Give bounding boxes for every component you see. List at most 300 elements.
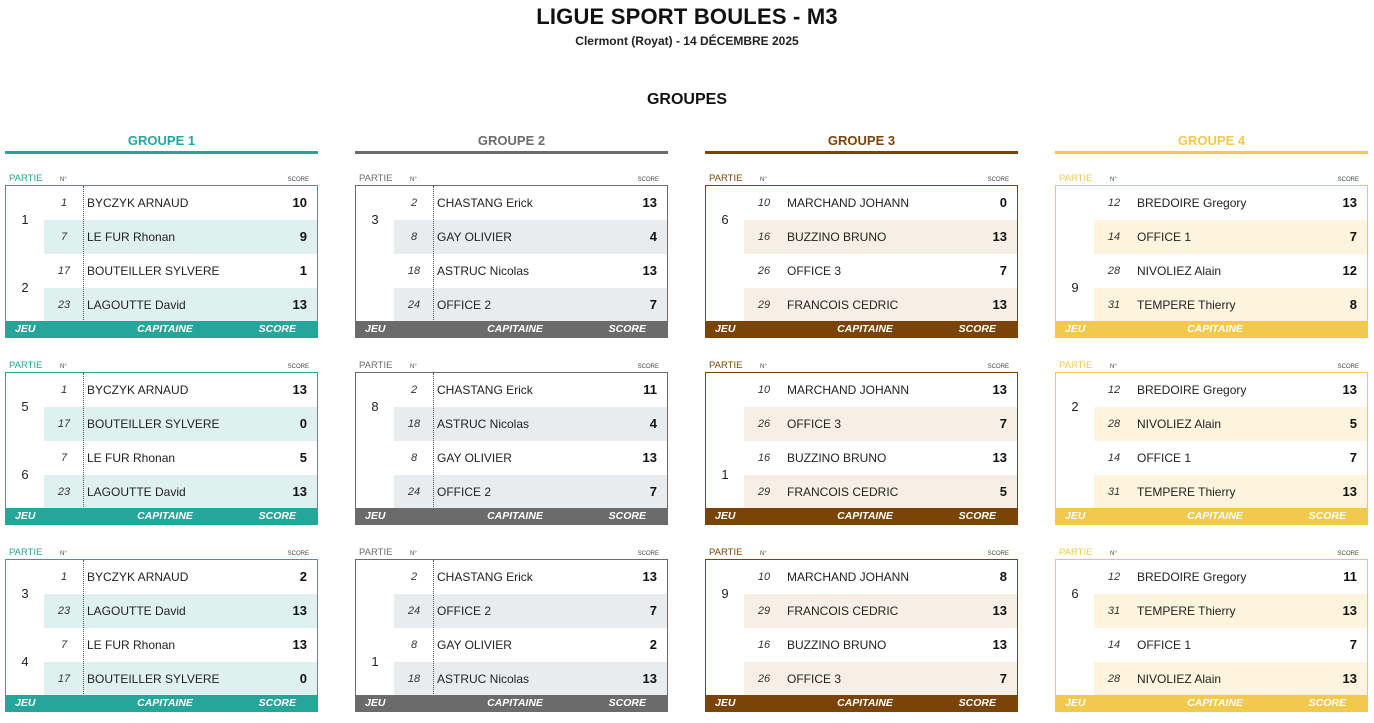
match-box (705, 185, 1018, 322)
table-row (394, 475, 667, 509)
score-value: 2 (299, 569, 307, 584)
page-title: LIGUE SPORT BOULES - M3 (536, 4, 838, 29)
table-row (394, 220, 667, 254)
score-label: SCORE (287, 364, 309, 370)
match-table (1055, 360, 1368, 526)
player-number: 26 (757, 673, 771, 685)
match-table (355, 173, 668, 339)
captain-name: LE FUR Rhonan (87, 451, 176, 465)
score-value: 8 (999, 569, 1007, 584)
captain-name: GAY OLIVIER (437, 451, 512, 465)
table-row (744, 441, 1017, 475)
match-box (1055, 372, 1368, 509)
player-number: 24 (407, 605, 421, 617)
score-value: 13 (292, 637, 307, 652)
score-value: 7 (1349, 637, 1357, 652)
captain-name: GAY OLIVIER (437, 638, 512, 652)
captain-name: BUZZINO BRUNO (787, 638, 887, 652)
score-value: 12 (1342, 263, 1357, 278)
partie-label: PARTIE (359, 547, 393, 558)
group-title: GROUPE 1 (127, 133, 196, 148)
player-number: 23 (57, 486, 71, 498)
column-divider (433, 560, 434, 696)
player-number: 14 (1107, 231, 1121, 243)
table-footer (5, 321, 318, 338)
captain-name: LAGOUTTE David (87, 298, 186, 312)
footer-jeu: JEU (15, 697, 36, 709)
partie-label: PARTIE (9, 547, 43, 558)
score-value: 13 (642, 195, 657, 210)
captain-name: BREDOIRE Gregory (1137, 570, 1247, 584)
table-footer (705, 695, 1018, 712)
partie-label: PARTIE (709, 547, 743, 558)
footer-jeu: JEU (1065, 510, 1086, 522)
player-number: 24 (407, 486, 421, 498)
footer-jeu: JEU (1065, 697, 1086, 709)
table-footer (5, 508, 318, 525)
table-row (394, 560, 667, 594)
score-value: 4 (649, 229, 657, 244)
number-label: N° (60, 364, 67, 370)
captain-name: LAGOUTTE David (87, 604, 186, 618)
footer-jeu: JEU (15, 510, 36, 522)
table-row (744, 560, 1017, 594)
footer-jeu: JEU (715, 697, 736, 709)
group-4 (1055, 133, 1368, 709)
score-label: SCORE (987, 364, 1009, 370)
column-divider (83, 373, 84, 509)
partie-number: 5 (21, 399, 29, 414)
footer-score: SCORE (958, 510, 996, 522)
score-value: 13 (642, 569, 657, 584)
score-value: 13 (292, 297, 307, 312)
partie-label: PARTIE (1059, 547, 1093, 558)
partie-number: 2 (1071, 399, 1079, 414)
score-label: SCORE (287, 177, 309, 183)
match-box (5, 185, 318, 322)
footer-capitaine: CAPITAINE (837, 697, 893, 709)
partie-number: 6 (21, 467, 29, 482)
table-row (1094, 373, 1367, 407)
captain-name: BUZZINO BRUNO (787, 230, 887, 244)
player-number: 26 (757, 265, 771, 277)
captain-name: ASTRUC Nicolas (437, 417, 530, 431)
score-value: 13 (1342, 603, 1357, 618)
partie-number: 1 (21, 212, 29, 227)
captain-name: OFFICE 3 (787, 264, 842, 278)
captain-name: OFFICE 3 (787, 417, 842, 431)
player-number: 28 (1107, 673, 1121, 685)
partie-number: 3 (21, 586, 29, 601)
score-value: 13 (992, 603, 1007, 618)
table-row (44, 288, 317, 322)
table-row (44, 628, 317, 662)
partie-number: 1 (371, 654, 379, 669)
table-row (744, 288, 1017, 322)
score-value: 7 (649, 603, 657, 618)
captain-name: MARCHAND JOHANN (787, 196, 910, 210)
table-row (394, 373, 667, 407)
captain-name: CHASTANG Erick (437, 383, 533, 397)
number-label: N° (410, 551, 417, 557)
footer-capitaine: CAPITAINE (487, 697, 543, 709)
partie-number: 8 (371, 399, 379, 414)
score-label: SCORE (987, 177, 1009, 183)
score-value: 11 (643, 382, 657, 397)
table-row (1094, 441, 1367, 475)
partie-number: 3 (371, 212, 379, 227)
player-number: 17 (57, 418, 71, 430)
footer-jeu: JEU (15, 323, 36, 335)
table-row (394, 628, 667, 662)
captain-name: GAY OLIVIER (437, 230, 512, 244)
score-value: 5 (1349, 416, 1357, 431)
footer-jeu: JEU (1065, 323, 1086, 335)
partie-number: 4 (21, 654, 29, 669)
captain-name: FRANCOIS CEDRIC (787, 298, 899, 312)
player-number: 31 (1107, 486, 1121, 498)
table-row (394, 254, 667, 288)
score-value: 0 (999, 195, 1007, 210)
score-value: 13 (992, 297, 1007, 312)
score-value: 13 (292, 603, 307, 618)
player-number: 14 (1107, 639, 1121, 651)
table-row (1094, 662, 1367, 696)
player-number: 31 (1107, 299, 1121, 311)
player-number: 7 (60, 639, 68, 651)
table-row (1094, 560, 1367, 594)
captain-name: OFFICE 1 (1137, 638, 1192, 652)
score-value: 10 (292, 195, 307, 210)
footer-capitaine: CAPITAINE (837, 323, 893, 335)
match-box (705, 559, 1018, 696)
number-label: N° (410, 364, 417, 370)
footer-score: SCORE (258, 697, 296, 709)
match-table (5, 360, 318, 526)
score-label: SCORE (637, 177, 659, 183)
player-number: 1 (60, 197, 68, 209)
partie-number: 2 (21, 280, 29, 295)
section-title: GROUPES (646, 91, 727, 108)
score-value: 7 (999, 263, 1007, 278)
footer-capitaine: CAPITAINE (137, 510, 193, 522)
score-value: 5 (299, 450, 307, 465)
table-row (744, 254, 1017, 288)
table-row (44, 254, 317, 288)
match-table (5, 173, 318, 339)
footer-score: SCORE (1308, 510, 1346, 522)
captain-name: LAGOUTTE David (87, 485, 186, 499)
number-label: N° (760, 551, 767, 557)
player-number: 31 (1107, 605, 1121, 617)
partie-label: PARTIE (709, 360, 743, 371)
partie-number: 6 (1071, 586, 1079, 601)
player-number: 23 (57, 605, 71, 617)
footer-capitaine: CAPITAINE (487, 323, 543, 335)
partie-label: PARTIE (9, 360, 43, 371)
match-box (355, 372, 668, 509)
captain-name: TEMPERE Thierry (1137, 604, 1236, 618)
score-value: 0 (299, 671, 307, 686)
score-value: 7 (649, 484, 657, 499)
group-title: GROUPE 2 (477, 133, 546, 148)
player-number: 1 (60, 571, 68, 583)
match-box (1055, 185, 1368, 322)
player-number: 18 (407, 673, 421, 685)
number-label: N° (1110, 364, 1117, 370)
table-row (1094, 186, 1367, 220)
match-box (5, 372, 318, 509)
score-label: SCORE (1337, 551, 1359, 557)
player-number: 2 (410, 571, 418, 583)
score-value: 13 (642, 263, 657, 278)
footer-capitaine: CAPITAINE (137, 323, 193, 335)
player-number: 12 (1107, 571, 1121, 583)
captain-name: OFFICE 1 (1137, 451, 1192, 465)
table-footer (1055, 321, 1368, 338)
captain-name: BYCZYK ARNAUD (87, 196, 189, 210)
table-row (394, 407, 667, 441)
partie-number: 6 (721, 212, 729, 227)
number-label: N° (760, 177, 767, 183)
partie-label: PARTIE (1059, 360, 1093, 371)
score-value: 13 (992, 637, 1007, 652)
captain-name: CHASTANG Erick (437, 570, 533, 584)
score-value: 4 (649, 416, 657, 431)
captain-name: LE FUR Rhonan (87, 638, 176, 652)
table-row (744, 594, 1017, 628)
number-label: N° (410, 177, 417, 183)
footer-capitaine: CAPITAINE (1187, 323, 1243, 335)
player-number: 23 (57, 299, 71, 311)
player-number: 24 (407, 299, 421, 311)
partie-number: 9 (1071, 280, 1079, 295)
match-box (705, 372, 1018, 509)
column-divider (433, 373, 434, 509)
player-number: 26 (757, 418, 771, 430)
table-row (1094, 594, 1367, 628)
player-number: 16 (757, 639, 771, 651)
table-footer (705, 508, 1018, 525)
captain-name: CHASTANG Erick (437, 196, 533, 210)
score-value: 13 (1342, 195, 1357, 210)
partie-label: PARTIE (709, 173, 743, 184)
table-row (44, 407, 317, 441)
partie-label: PARTIE (359, 360, 393, 371)
table-row (44, 662, 317, 696)
group-underline (355, 151, 668, 154)
table-row (744, 186, 1017, 220)
column-divider (83, 560, 84, 696)
player-number: 28 (1107, 265, 1121, 277)
table-row (744, 407, 1017, 441)
captain-name: BOUTEILLER SYLVERE (87, 672, 220, 686)
player-number: 1 (60, 384, 68, 396)
partie-label: PARTIE (9, 173, 43, 184)
match-table (5, 547, 318, 713)
player-number: 17 (57, 265, 71, 277)
score-value: 13 (642, 671, 657, 686)
partie-label: PARTIE (359, 173, 393, 184)
table-footer (1055, 508, 1368, 525)
match-table (705, 173, 1018, 339)
match-table (355, 547, 668, 713)
group-title: GROUPE 4 (1177, 133, 1246, 148)
player-number: 18 (407, 418, 421, 430)
table-row (1094, 407, 1367, 441)
group-1 (5, 133, 318, 709)
footer-score: SCORE (958, 323, 996, 335)
match-table (1055, 173, 1368, 339)
captain-name: BUZZINO BRUNO (787, 451, 887, 465)
score-value: 9 (299, 229, 307, 244)
match-table (355, 360, 668, 526)
group-2 (355, 133, 668, 709)
score-value: 7 (649, 297, 657, 312)
footer-score: SCORE (258, 323, 296, 335)
score-label: SCORE (637, 364, 659, 370)
partie-number: 1 (721, 467, 729, 482)
number-label: N° (760, 364, 767, 370)
table-row (744, 373, 1017, 407)
table-row (394, 288, 667, 322)
footer-capitaine: CAPITAINE (837, 510, 893, 522)
match-table (705, 360, 1018, 526)
captain-name: BYCZYK ARNAUD (87, 383, 189, 397)
score-value: 13 (292, 484, 307, 499)
table-row (44, 220, 317, 254)
table-row (44, 441, 317, 475)
group-underline (1055, 151, 1368, 154)
score-value: 13 (1342, 671, 1357, 686)
player-number: 12 (1107, 384, 1121, 396)
footer-score: SCORE (608, 510, 646, 522)
score-value: 7 (999, 671, 1007, 686)
captain-name: NIVOLIEZ Alain (1137, 264, 1222, 278)
number-label: N° (1110, 551, 1117, 557)
match-table (1055, 547, 1368, 713)
footer-capitaine: CAPITAINE (487, 510, 543, 522)
player-number: 29 (757, 299, 771, 311)
captain-name: OFFICE 2 (437, 604, 492, 618)
table-footer (5, 695, 318, 712)
table-row (44, 373, 317, 407)
number-label: N° (60, 551, 67, 557)
captain-name: BYCZYK ARNAUD (87, 570, 189, 584)
column-divider (433, 186, 434, 322)
footer-score: SCORE (608, 697, 646, 709)
match-table (705, 547, 1018, 713)
footer-score: SCORE (1308, 697, 1346, 709)
table-row (744, 662, 1017, 696)
table-row (744, 220, 1017, 254)
number-label: N° (1110, 177, 1117, 183)
partie-label: PARTIE (1059, 173, 1093, 184)
captain-name: ASTRUC Nicolas (437, 672, 530, 686)
player-number: 7 (60, 231, 68, 243)
footer-capitaine: CAPITAINE (1187, 510, 1243, 522)
player-number: 10 (757, 571, 771, 583)
captain-name: BREDOIRE Gregory (1137, 383, 1247, 397)
page-subtitle: Clermont (Royat) - 14 DÉCEMBRE 2025 (575, 34, 799, 48)
table-row (44, 475, 317, 509)
table-footer (355, 321, 668, 338)
footer-jeu: JEU (365, 697, 386, 709)
captain-name: NIVOLIEZ Alain (1137, 417, 1222, 431)
captain-name: LE FUR Rhonan (87, 230, 176, 244)
captain-name: MARCHAND JOHANN (787, 570, 910, 584)
score-value: 7 (1349, 229, 1357, 244)
match-box (355, 185, 668, 322)
captain-name: OFFICE 2 (437, 298, 492, 312)
score-value: 11 (1343, 569, 1357, 584)
number-label: N° (60, 177, 67, 183)
footer-score: SCORE (608, 323, 646, 335)
footer-jeu: JEU (715, 323, 736, 335)
score-value: 13 (1342, 382, 1357, 397)
score-value: 2 (649, 637, 657, 652)
footer-jeu: JEU (715, 510, 736, 522)
player-number: 29 (757, 605, 771, 617)
table-footer (355, 508, 668, 525)
score-value: 13 (992, 450, 1007, 465)
group-title: GROUPE 3 (827, 133, 896, 148)
score-value: 7 (999, 416, 1007, 431)
player-number: 2 (410, 197, 418, 209)
table-row (394, 662, 667, 696)
captain-name: MARCHAND JOHANN (787, 383, 910, 397)
score-value: 7 (1349, 450, 1357, 465)
table-row (1094, 288, 1367, 322)
captain-name: BREDOIRE Gregory (1137, 196, 1247, 210)
footer-score: SCORE (258, 510, 296, 522)
player-number: 8 (410, 452, 418, 464)
score-label: SCORE (987, 551, 1009, 557)
captain-name: BOUTEILLER SYLVERE (87, 264, 220, 278)
score-value: 5 (999, 484, 1007, 499)
score-label: SCORE (1337, 364, 1359, 370)
match-box (355, 559, 668, 696)
table-row (1094, 628, 1367, 662)
player-number: 10 (757, 197, 771, 209)
score-value: 13 (292, 382, 307, 397)
captain-name: OFFICE 2 (437, 485, 492, 499)
footer-capitaine: CAPITAINE (1187, 697, 1243, 709)
table-row (394, 594, 667, 628)
partie-number: 9 (721, 586, 729, 601)
captain-name: BOUTEILLER SYLVERE (87, 417, 220, 431)
player-number: 29 (757, 486, 771, 498)
captain-name: FRANCOIS CEDRIC (787, 485, 899, 499)
group-underline (705, 151, 1018, 154)
captain-name: ASTRUC Nicolas (437, 264, 530, 278)
table-row (394, 441, 667, 475)
player-number: 12 (1107, 197, 1121, 209)
table-row (1094, 220, 1367, 254)
player-number: 16 (757, 452, 771, 464)
player-number: 16 (757, 231, 771, 243)
player-number: 10 (757, 384, 771, 396)
column-divider (83, 186, 84, 322)
score-value: 13 (992, 229, 1007, 244)
table-row (44, 186, 317, 220)
match-box (5, 559, 318, 696)
player-number: 7 (60, 452, 68, 464)
table-row (1094, 254, 1367, 288)
group-3 (705, 133, 1018, 709)
footer-jeu: JEU (365, 510, 386, 522)
score-value: 13 (642, 450, 657, 465)
